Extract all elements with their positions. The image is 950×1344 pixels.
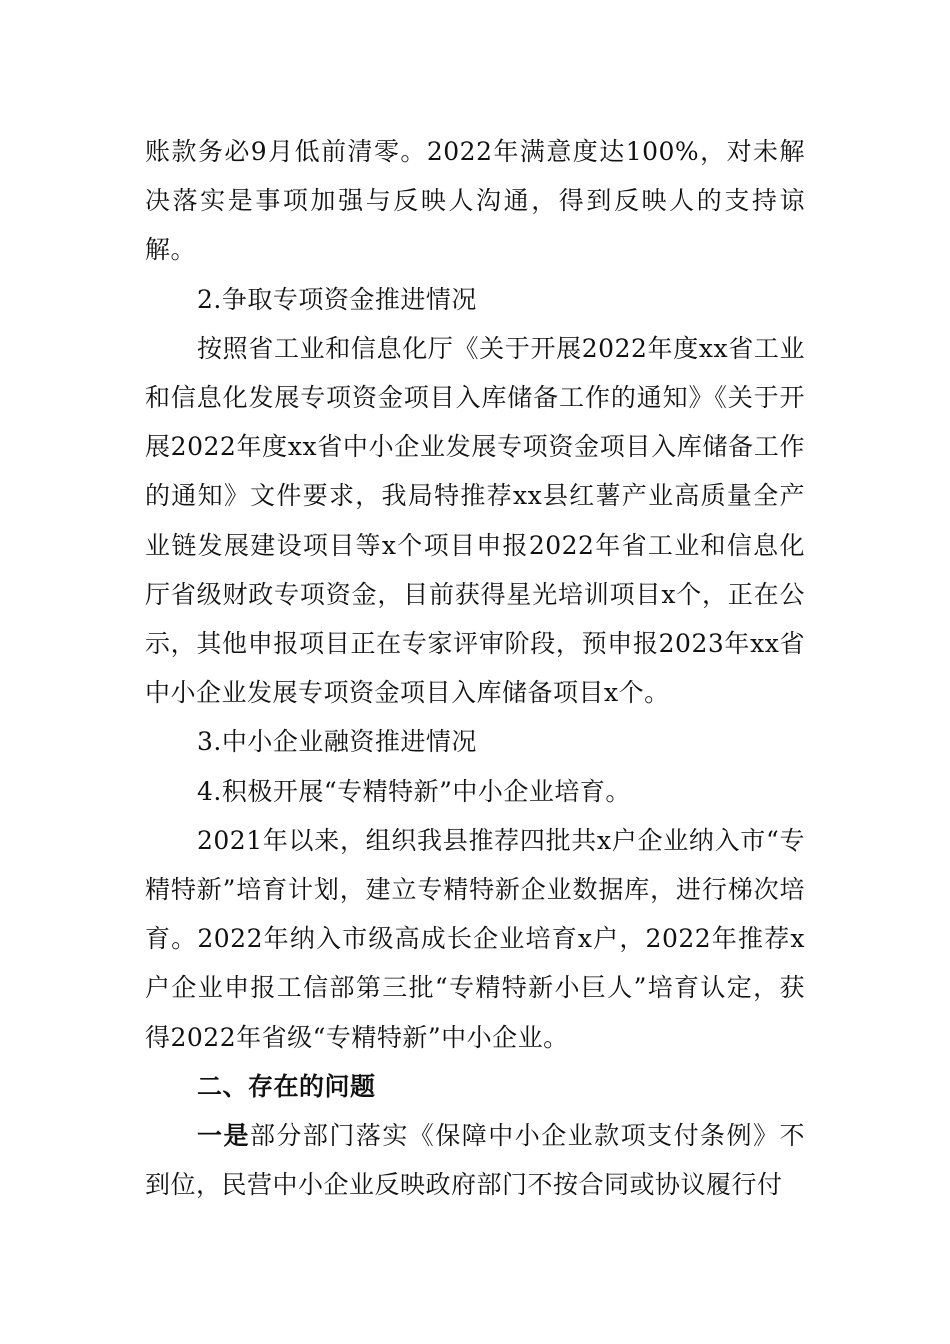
paragraph-problem-one [145,1111,805,1209]
subheading-financing: 3.中小企业融资推进情况 [197,727,477,757]
paragraph-specialized-cultivation: 2021年以来，组织我县推荐四批共x户企业纳入市“专精特新”培育计划，建立专精特新企业数据库，进行梯次培育。2022年纳入市级高成长企业培育x户，2022年推荐x户企业申报工信部第三批“专精特新小巨人”培育认定，获得2022年省级“专精特新”中小企业。 [145,825,805,1052]
paragraph-special-funds: 按照省工业和信息化厅《关于开展2022年度xx省工业和信息化发展专项资金项目入库储备工作的通知》《关于开展2022年度xx省中小企业发展专项资金项目入库储备工作的通知》文件要求，我局特推荐xx县红薯产业高质量全产业链发展建设项目等x个项目申报2022年省工业和信息化厅省级财政专项资金，目前获得星光培训项目x个，正在公示，其他申报项目正在专家评审阶段，预申报2023年xx省中小企业发展专项资金项目入库储备项目x个。 [145,333,805,708]
problem-one-text: 部分部门落实《保障中小企业款项支付条例》不到位，民营中小企业反映政府部门不按合同或协议履行付 [145,1121,805,1200]
subheading-specialized-cultivation: 4.积极开展“专精特新”中小企业培育。 [197,776,631,806]
document-page [145,127,805,1209]
paragraph-continuation: 账款务必9月低前清零。2022年满意度达100%，对未解决落实是事项加强与反映人沟通，得到反映人的支持谅解。 [145,137,805,265]
subheading-special-funds: 2.争取专项资金推进情况 [197,284,477,314]
section-heading-problems: 二、存在的问题 [197,1071,376,1101]
problem-one-lead: 一是 [197,1121,250,1151]
